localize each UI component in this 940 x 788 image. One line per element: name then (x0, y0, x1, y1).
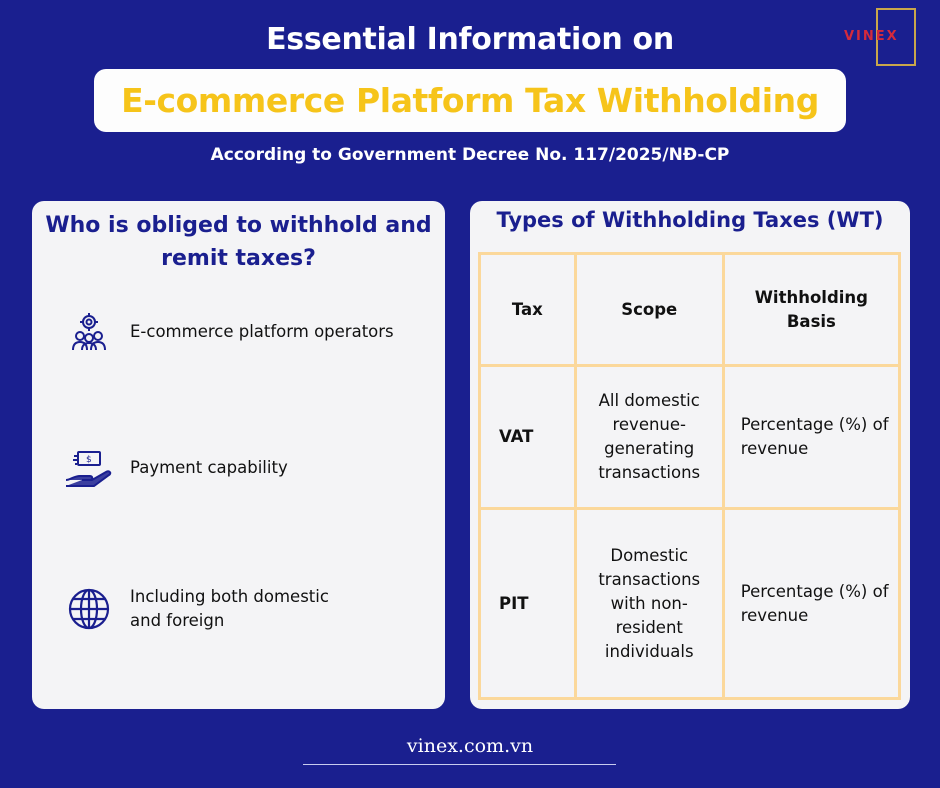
column-header: Tax (480, 254, 576, 366)
who-withholds-heading: Who is obliged to withhold and remit taxes? (45, 213, 432, 271)
who-withholds-card (32, 201, 445, 709)
footer-divider (303, 764, 616, 765)
table-cell: Percentage (%) of revenue (723, 366, 899, 509)
column-header: Scope (575, 254, 723, 366)
withholding-table (478, 252, 901, 700)
vinex-logo (844, 8, 922, 68)
list-item (62, 585, 360, 633)
svg-text:$: $ (86, 455, 92, 465)
table-row (480, 366, 900, 509)
withholding-types-card (470, 201, 910, 709)
website-link[interactable]: vinex.com.vn (406, 735, 534, 757)
table-cell: Domestic transactions with non-resident individuals (575, 509, 723, 699)
list-item (62, 309, 394, 355)
item-label: E-commerce platform operators (130, 322, 394, 341)
globe-icon (62, 586, 116, 632)
hand-money-icon (62, 445, 116, 491)
subtitle: According to Government Decree No. 117/2025/NĐ-CP (210, 145, 730, 165)
table-header-row (480, 254, 900, 366)
table-cell: PIT (480, 509, 576, 699)
table-cell: All domestic revenue-generating transactions (575, 366, 723, 509)
table-cell: VAT (480, 366, 576, 509)
list-item (62, 445, 288, 491)
title-line-1: Essential Information on (266, 22, 674, 57)
title-highlight-box (94, 69, 846, 132)
withholding-types-heading: Types of Withholding Taxes (WT) (496, 208, 884, 232)
table-cell: Percentage (%) of revenue (723, 509, 899, 699)
column-header: Withholding Basis (723, 254, 899, 366)
item-label: Payment capability (130, 458, 288, 477)
item-label: Including both domestic and foreign (130, 587, 329, 630)
people-gear-icon (62, 309, 116, 355)
table-row (480, 509, 900, 699)
logo-text: VINEX (844, 29, 899, 44)
title-line-2: E-commerce Platform Tax Withholding (121, 81, 819, 120)
